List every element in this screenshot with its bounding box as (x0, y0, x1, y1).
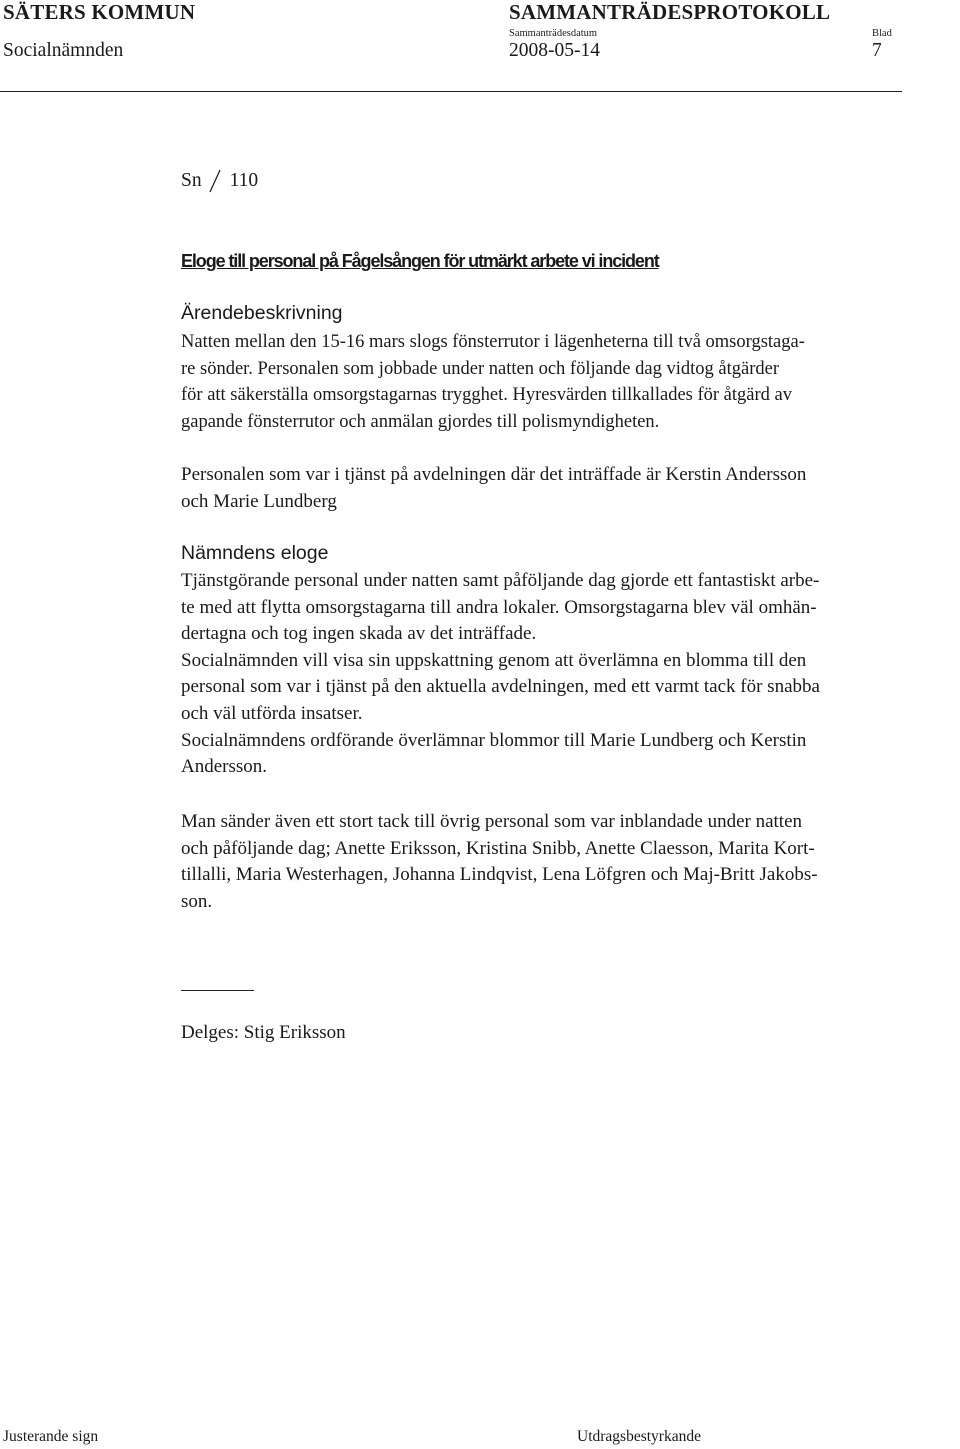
staff-paragraph (181, 462, 954, 515)
organization-name: SÄTERS KOMMUN (3, 0, 196, 24)
text-line: personal som var i tjänst på den aktuella avdelningen, med ett varmt tack för snabba (181, 676, 820, 698)
meeting-date: 2008-05-14 (509, 40, 600, 61)
description-heading: Ärendebeskrivning (181, 302, 343, 324)
text-line: Socialnämnden vill visa sin uppskattning genom att överlämna en blomma till den (181, 649, 807, 671)
separator-rule (181, 990, 254, 991)
page-number: 7 (872, 40, 882, 61)
text-line: dertagna och tog ingen skada av det inträffade. (181, 623, 537, 645)
case-title: Eloge till personal på Fågelsången för utmärkt arbete vi incident (181, 251, 659, 271)
case-number: 110 (229, 170, 259, 191)
text-line: Man sänder även ett stort tack till övrig personal som var inblandade under natten (181, 811, 803, 832)
case-prefix: Sn (181, 170, 202, 191)
header-rule (0, 91, 902, 92)
text-line: Personalen som var i tjänst på avdelningen där det inträffade är Kerstin Andersson (181, 464, 807, 485)
text-line: tillalli, Maria Westerhagen, Johanna Lindqvist, Lena Löfgren och Maj-Britt Jakobs- (181, 864, 818, 886)
description-paragraph (181, 329, 954, 436)
section-sign-icon (208, 169, 222, 193)
text-line: och Marie Lundberg (181, 490, 337, 512)
text-line: son. (181, 890, 213, 912)
text-line: Natten mellan den 15-16 mars slogs fönsterrutor i lägenheterna till två omsorgstaga- (181, 332, 805, 352)
document-type: SAMMANTRÄDESPROTOKOLL (509, 0, 831, 24)
text-line: och väl utförda insatser. (181, 702, 363, 724)
text-line: Andersson. (181, 756, 268, 778)
thanks-paragraph (181, 809, 954, 915)
meeting-date-label: Sammanträdesdatum (509, 28, 598, 39)
footer-utdragsbestyrkande: Utdragsbestyrkande (577, 1428, 701, 1445)
eloge-heading: Nämndens eloge (181, 542, 329, 564)
distribution-line: Delges: Stig Eriksson (181, 1022, 346, 1043)
text-line: Tjänstgörande personal under natten samt påföljande dag gjorde ett fantastiskt arbe- (181, 570, 820, 591)
page-label: Blad (872, 28, 892, 39)
text-line: te med att flytta omsorgstagarna till andra lokaler. Omsorgstagarna blev väl omhän- (181, 596, 817, 618)
eloge-paragraph (181, 568, 954, 781)
case-reference (181, 169, 258, 193)
text-line: och påföljande dag; Anette Eriksson, Kristina Snibb, Anette Claesson, Marita Kort- (181, 837, 815, 859)
text-line: re sönder. Personalen som jobbade under natten och följande dag vidtog åtgärder (181, 358, 779, 379)
text-line: gapande fönsterrutor och anmälan gjordes till polismyndigheten. (181, 412, 660, 433)
department-name: Socialnämnden (3, 40, 124, 61)
text-line: Socialnämndens ordförande överlämnar blommor till Marie Lundberg och Kerstin (181, 729, 807, 751)
text-line: för att säkerställa omsorgstagarnas trygghet. Hyresvärden tillkallades för åtgärd av (181, 385, 792, 406)
footer-justerande-sign: Justerande sign (3, 1428, 99, 1445)
